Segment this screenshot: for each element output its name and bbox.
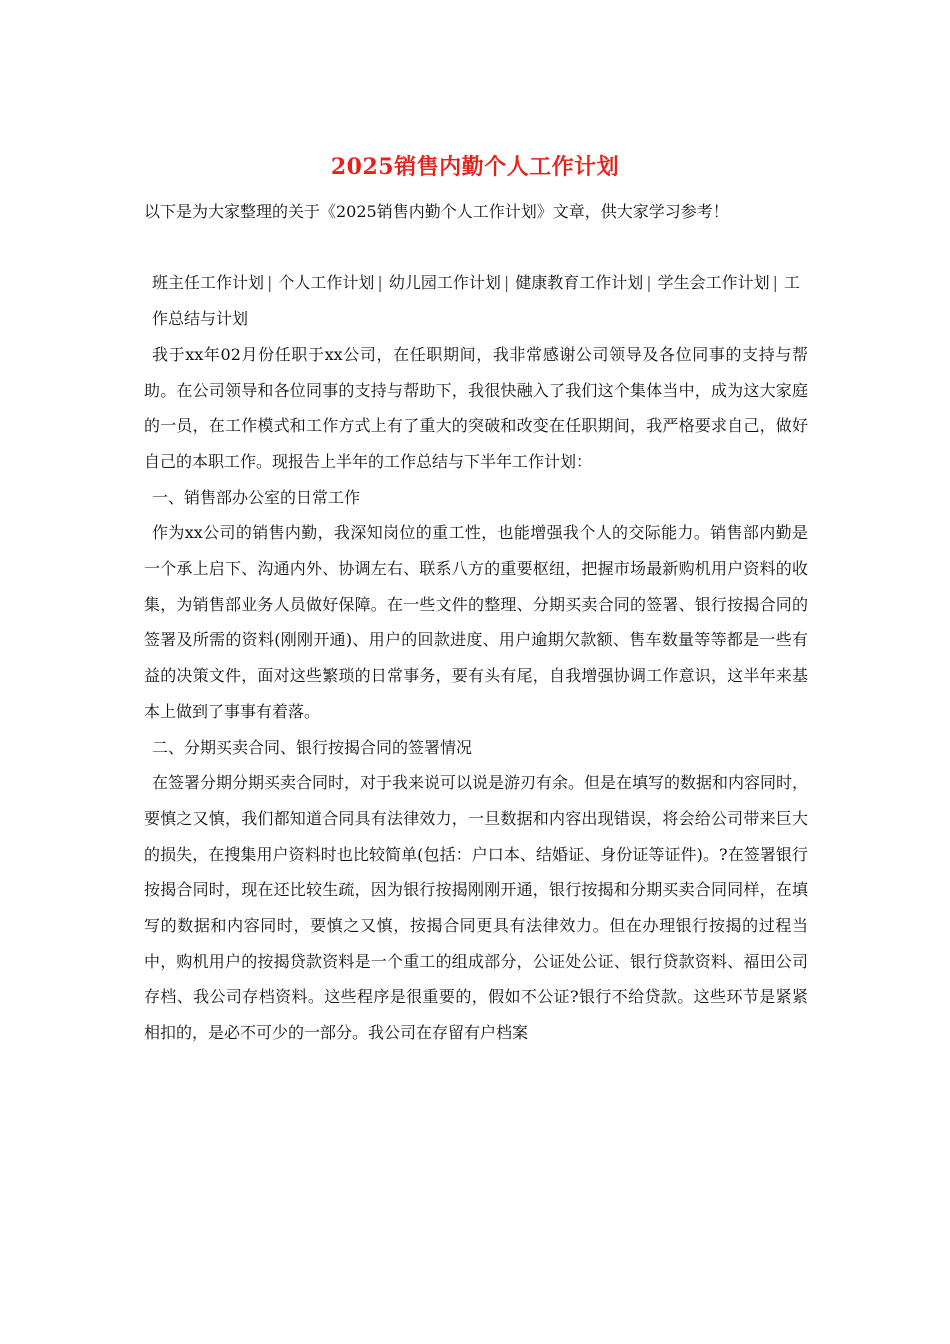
body-paragraph: 在签署分期分期买卖合同时，对于我来说可以说是游刃有余。但是在填写的数据和内容同时，要慎之又慎，我们都知道合同具有法律效力，一旦数据和内容出现错误，将会给公司带来巨大的损失，在搜集用户资料时也比较简单(包括：户口本、结婚证、身份证等证件)。?在签署银行按揭合同时，现在还比较生疏，因为银行按揭刚刚开通，银行按揭和分期买卖合同同样，在填写的数据和内容同时，要慎之又慎，按揭合同更具有法律效力。但在办理银行按揭的过程当中，购机用户的按揭贷款资料是一个重工的组成部分，公证处公证、银行贷款资料、福田公司存档、我公司存档资料。这些程序是很重要的，假如不公证?银行不给贷款。这些环节是紧紧相扣的，是必不可少的一部分。我公司在存留有户档案	[144, 773, 809, 1043]
document-body	[144, 194, 808, 1051]
related-link-summary-and-plan[interactable]: 工作总结与计划	[152, 273, 801, 329]
related-link-personal-plan[interactable]: 个人工作计划	[278, 273, 375, 293]
related-link-student-union-plan[interactable]: 学生会工作计划	[657, 273, 770, 293]
related-links	[144, 265, 808, 336]
link-separator: |	[772, 273, 779, 293]
related-link-class-teacher-plan[interactable]: 班主任工作计划	[152, 273, 265, 293]
section-heading: 一、销售部办公室的日常工作	[152, 487, 361, 507]
link-separator: |	[646, 273, 652, 293]
page-title: 2025销售内勤个人工作计划	[330, 154, 620, 180]
section-heading: 二、分期买卖合同、银行按揭合同的签署情况	[152, 737, 473, 757]
intro-paragraph: 以下是为大家整理的关于《2025销售内勤个人工作计划》文章，供大家学习参考！	[144, 202, 729, 221]
related-link-health-education-plan[interactable]: 健康教育工作计划	[515, 273, 644, 293]
link-separator: |	[377, 273, 383, 293]
link-separator: |	[267, 273, 273, 293]
link-separator: |	[503, 273, 510, 293]
body-paragraph: 作为xx公司的销售内勤，我深知岗位的重工性，也能增强我个人的交际能力。销售部内勤是一个承上启下、沟通内外、协调左右、联系八方的重要枢纽，把握市场最新购机用户资料的收集，为销售部业务人员做好保障。在一些文件的整理、分期买卖合同的签署、银行按揭合同的签署及所需的资料(刚刚开通)、用户的回款进度、用户逾期欠款额、售车数量等等都是一些有益的决策文件，面对这些繁琐的日常事务，要有头有尾，自我增强协调工作意识，这半年来基本上做到了事事有着落。	[144, 523, 808, 721]
blank-line	[144, 230, 808, 266]
related-link-kindergarten-plan[interactable]: 幼儿园工作计划	[388, 273, 501, 293]
body-paragraph: 我于xx年02月份任职于xx公司，在任职期间，我非常感谢公司领导及各位同事的支持与帮助。在公司领导和各位同事的支持与帮助下，我很快融入了我们这个集体当中，成为这大家庭的一员，在工作模式和工作方式上有了重大的突破和改变在任职期间，我严格要求自己，做好自己的本职工作。现报告上半年的工作总结与下半年工作计划：	[144, 344, 808, 471]
